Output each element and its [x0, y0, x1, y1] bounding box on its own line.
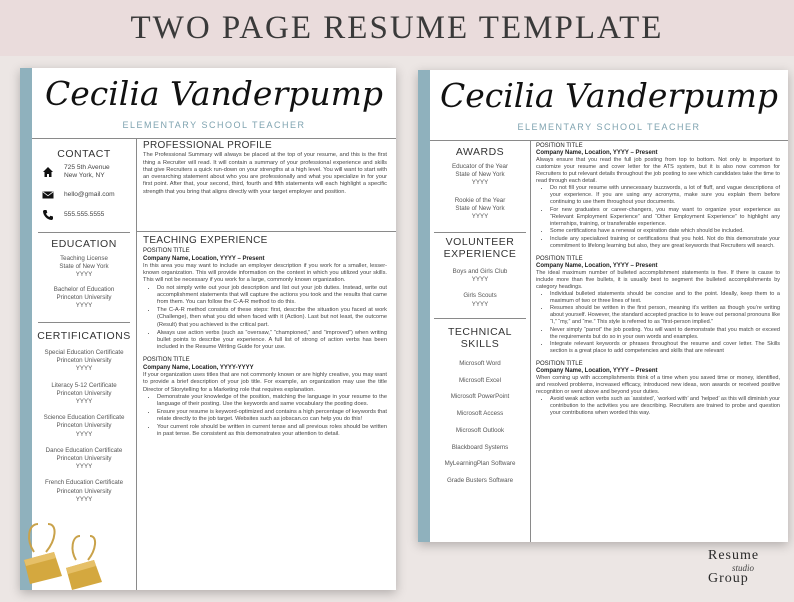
skill-item: Microsoft Word [459, 360, 501, 367]
address-line-2: New York, NY [64, 172, 105, 179]
volunteer-entry: Boys and Girls Club YYYY [452, 268, 508, 284]
experience-title: TEACHING EXPERIENCE [143, 235, 268, 246]
phone-row [42, 209, 104, 221]
logo-line-3: Group [708, 571, 749, 586]
company-line: Company Name, Location, YYYY – Present [536, 262, 658, 269]
bullet-item: • Resumes should be written in the first person, meaning it’s written as though you’re writing about yourself. However, the standard accepted practice is to leave out personal pronouns like “I,” “my,” and “me.” This style is referred to as “first-person implied.” [550, 305, 780, 326]
company-line: Company Name, Location, YYYY-YYYY [143, 364, 254, 371]
address-row [42, 164, 110, 180]
resume-name: Cecilia Vanderpump [44, 74, 384, 113]
job-bullets [536, 396, 780, 417]
bullet-item: • The C-A-R method consists of these steps: first, describe the situation you faced at work (Challenge), then what you did when faced with it (Action). Last but not least, the outcome (Result) that you achieved is the critical part. [157, 307, 387, 329]
bullet-item: • Always use action verbs (such as “oversaw,” “championed,” and “improved”) when writing bullet points to describe your experience. A full list of strong of action verbs has been included in the Resume Writing Guide for your use. [157, 330, 387, 352]
education-title: EDUCATION [51, 238, 117, 250]
banner-title: TWO PAGE RESUME TEMPLATE [130, 10, 664, 46]
position-title: POSITION TITLE [536, 255, 583, 262]
skill-item: Microsoft Excel [459, 376, 501, 384]
skill-item: Blackboard Systems [451, 443, 509, 451]
education-entry: Bachelor of Education Princeton University YYYY [53, 285, 115, 310]
skills-title: TECHNICAL SKILLS [447, 326, 512, 350]
phone-icon [42, 209, 54, 221]
award-entry: Rookie of the Year State of New York YYYY [454, 196, 506, 221]
email-row [42, 189, 115, 201]
job-bullets [143, 394, 387, 439]
contact-section [32, 148, 136, 160]
resume-page-1 [20, 68, 396, 590]
job-intro: In this area you may want to include an employer description if you work for a smaller, lesser-known organization. This will provide information on the context in which you utilized your skills. This will not be necessary if you work for a large, commonly known organization. [143, 262, 387, 284]
address-line-1: 725 5th Avenue [64, 164, 110, 171]
column-divider [530, 140, 531, 542]
company-line: Company Name, Location, YYYY – Present [143, 255, 265, 262]
bullet-item: • Do not fill your resume with unnecessary buzzwords, a lot of fluff, and vague descriptions of your experience. If you are using any acronyms, make sure you explain them before continuing to use them throughout your documents. [550, 185, 780, 206]
position-title: POSITION TITLE [536, 143, 583, 149]
left-divider [38, 322, 130, 323]
position-title: POSITION TITLE [536, 361, 583, 367]
left-divider [38, 232, 130, 233]
mail-icon [42, 189, 54, 201]
bullet-item: • Ensure your resume is keyword-optimized and contains a high percentage of keywords that relate directly to the job target. Websites such as jobscan.co can help you do this! [157, 409, 387, 424]
resume-page-2 [418, 70, 788, 542]
position-title: POSITION TITLE [143, 357, 190, 364]
position-title: POSITION TITLE [143, 248, 190, 255]
binder-clips-icon [10, 518, 110, 598]
job-intro: The ideal maximum number of bulleted accomplishment statements is five. If there is cause to include more than five bullets, it is usually best to segment the bulleted accomplishments by category headings. [536, 269, 780, 290]
bullet-item: • For new graduates or career-changers, you may want to organize your experience as “Relevant Employment Experience” and “Other Employment Experience” to highlight any internships, training, or transferable experience. [550, 207, 780, 228]
awards-section [430, 146, 530, 221]
job-bullets [143, 285, 387, 352]
bullet-item: • Include any specialized training or certifications that you hold. Not do this demonstrate your commitment to lifelong learning but also, they are great keywords that Recruiters will search. [550, 236, 780, 250]
banner [0, 0, 794, 56]
contact-title: CONTACT [57, 148, 111, 160]
certification-entry: Special Education Certificate Princeton University YYYY [44, 349, 124, 373]
bullet-item: • Some certifications have a renewal or expiration date which should be included. [550, 228, 780, 235]
header-divider [32, 138, 396, 139]
left-divider [434, 232, 526, 233]
job-intro: If your organization uses titles that are not commonly known or are highly creative, you may want to provide a brief description of your job title. For example, an organization may use the title Director of Storytelling for a Marketing role that requires explanation. [143, 372, 387, 393]
resume-name: Cecilia Vanderpump [439, 76, 779, 115]
home-icon [42, 166, 54, 178]
job-bullets [536, 291, 780, 356]
header-divider [430, 140, 788, 141]
skill-item: Grade Busters Software [446, 476, 514, 484]
logo-line-2: studio [732, 563, 755, 573]
experience-continued [536, 143, 780, 418]
accent-bar [20, 68, 32, 590]
skills-section [430, 326, 530, 485]
certifications-section [32, 330, 136, 504]
resume-role: ELEMENTARY SCHOOL TEACHER [122, 120, 306, 130]
phone-text: 555.555.5555 [64, 211, 105, 218]
skill-item: Microsoft Access [456, 410, 504, 418]
bullet-item: • Avoid weak action verbs such as ‘assisted’, ‘worked with’ and ‘helped’ as this will diminish your contribution to the activities you are describing. Recruiters are trained to probe and question your contributions when worded this way. [550, 396, 780, 417]
award-entry: Educator of the Year State of New York YYYY [451, 163, 509, 187]
experience-section [143, 237, 387, 439]
job-intro: Always ensure that you read the full job posting from top to bottom. Not only is important to customize your resume and cover letter for the ATS system, but it is also now common for Recruiters to put relevant details throughout the job posting to see which candidates take the time to read through each detail. [536, 157, 780, 184]
company-line: Company Name, Location, YYYY – Present [536, 150, 658, 156]
volunteer-entry: Girls Scouts YYYY [463, 292, 497, 308]
certification-entry: Literacy 5-12 Certificate Princeton University YYYY [51, 381, 117, 406]
volunteer-title: VOLUNTEER [445, 236, 515, 248]
education-entry: Teaching License State of New York YYYY [59, 255, 109, 279]
profile-title: PROFESSIONAL PROFILE [143, 140, 272, 151]
bullet-item: • Individual bulleted statements should be concise and to the point. Ideally, keep them to a maximum of two or three lines of text. [550, 291, 780, 305]
section-divider [137, 231, 396, 232]
column-divider [136, 138, 137, 590]
accent-bar [418, 70, 430, 542]
skill-item: MyLearningPlan Software [444, 460, 516, 468]
volunteer-title-2: EXPERIENCE [443, 248, 517, 260]
volunteer-section [430, 236, 530, 309]
job-bullets [536, 185, 780, 250]
profile-text: The Professional Summary will always be placed at the top of your resume, and this is the first thing a Recruiter will read. It will contain a summary of your professional experience and skills that give Recruiters a quick run-down on your strengths at a high level. You will want to start with an overarching statement about who you are professionally and what you specialize in for your first point. After that, your second, third, fourth and fifth statements will each highlight a specific strength that you bring that aligns directly with your target employer and position. [143, 152, 387, 195]
bullet-item: • Demonstrate your knowledge of the position, matching the language in your resume to the language of their posting. Use the keywords and same vocabulary the posting does. [157, 394, 387, 409]
left-divider [434, 318, 526, 319]
certifications-title: CERTIFICATIONS [37, 330, 131, 342]
email-text: hello@gmail.com [64, 191, 115, 198]
bullet-item: • Do not simply write out your job description and list out your job duties. Instead, write out accomplishment statements that will capture the actions you took and the results that came from them. You can follow the C-A-R method to do this. [157, 285, 387, 307]
profile-section [143, 142, 387, 196]
bullet-item: • Your current role should be written in current tense and all previous roles should be written in past tense. Be consistent as this demonstrates your attention to detail. [157, 424, 387, 439]
bullet-item: • Never simply “parrot” the job posting. You will want to demonstrate that you match or exceed the requirements but do so in your own words and examples. [550, 327, 780, 341]
logo-line-1: Resume [708, 548, 760, 563]
education-section [32, 238, 136, 310]
resume-role: ELEMENTARY SCHOOL TEACHER [517, 122, 701, 132]
brand-logo [708, 548, 794, 586]
company-line: Company Name, Location, YYYY – Present [536, 368, 658, 374]
certification-entry: Dance Education Certificate Princeton University YYYY [45, 446, 123, 471]
skill-item: Microsoft Outlook [455, 426, 505, 434]
skill-item: Microsoft PowerPoint [450, 393, 510, 401]
awards-title: AWARDS [455, 146, 505, 158]
bullet-item: • Integrate relevant keywords or phrases throughout the resume and cover letter. The Skills section is a great place to add competencies and skills that are relevant [550, 341, 780, 355]
certification-entry: French Education Certificate Princeton University YYYY [44, 479, 124, 503]
certification-entry: Science Education Certificate Princeton University YYYY [43, 414, 125, 438]
job-intro: When coming up with accomplishments think of a time when you saved time or money, identified, and resolved problems, increased efficacy, introduced new ideas, won awards or received positive recognition or went above and beyond your duties. [536, 375, 780, 395]
